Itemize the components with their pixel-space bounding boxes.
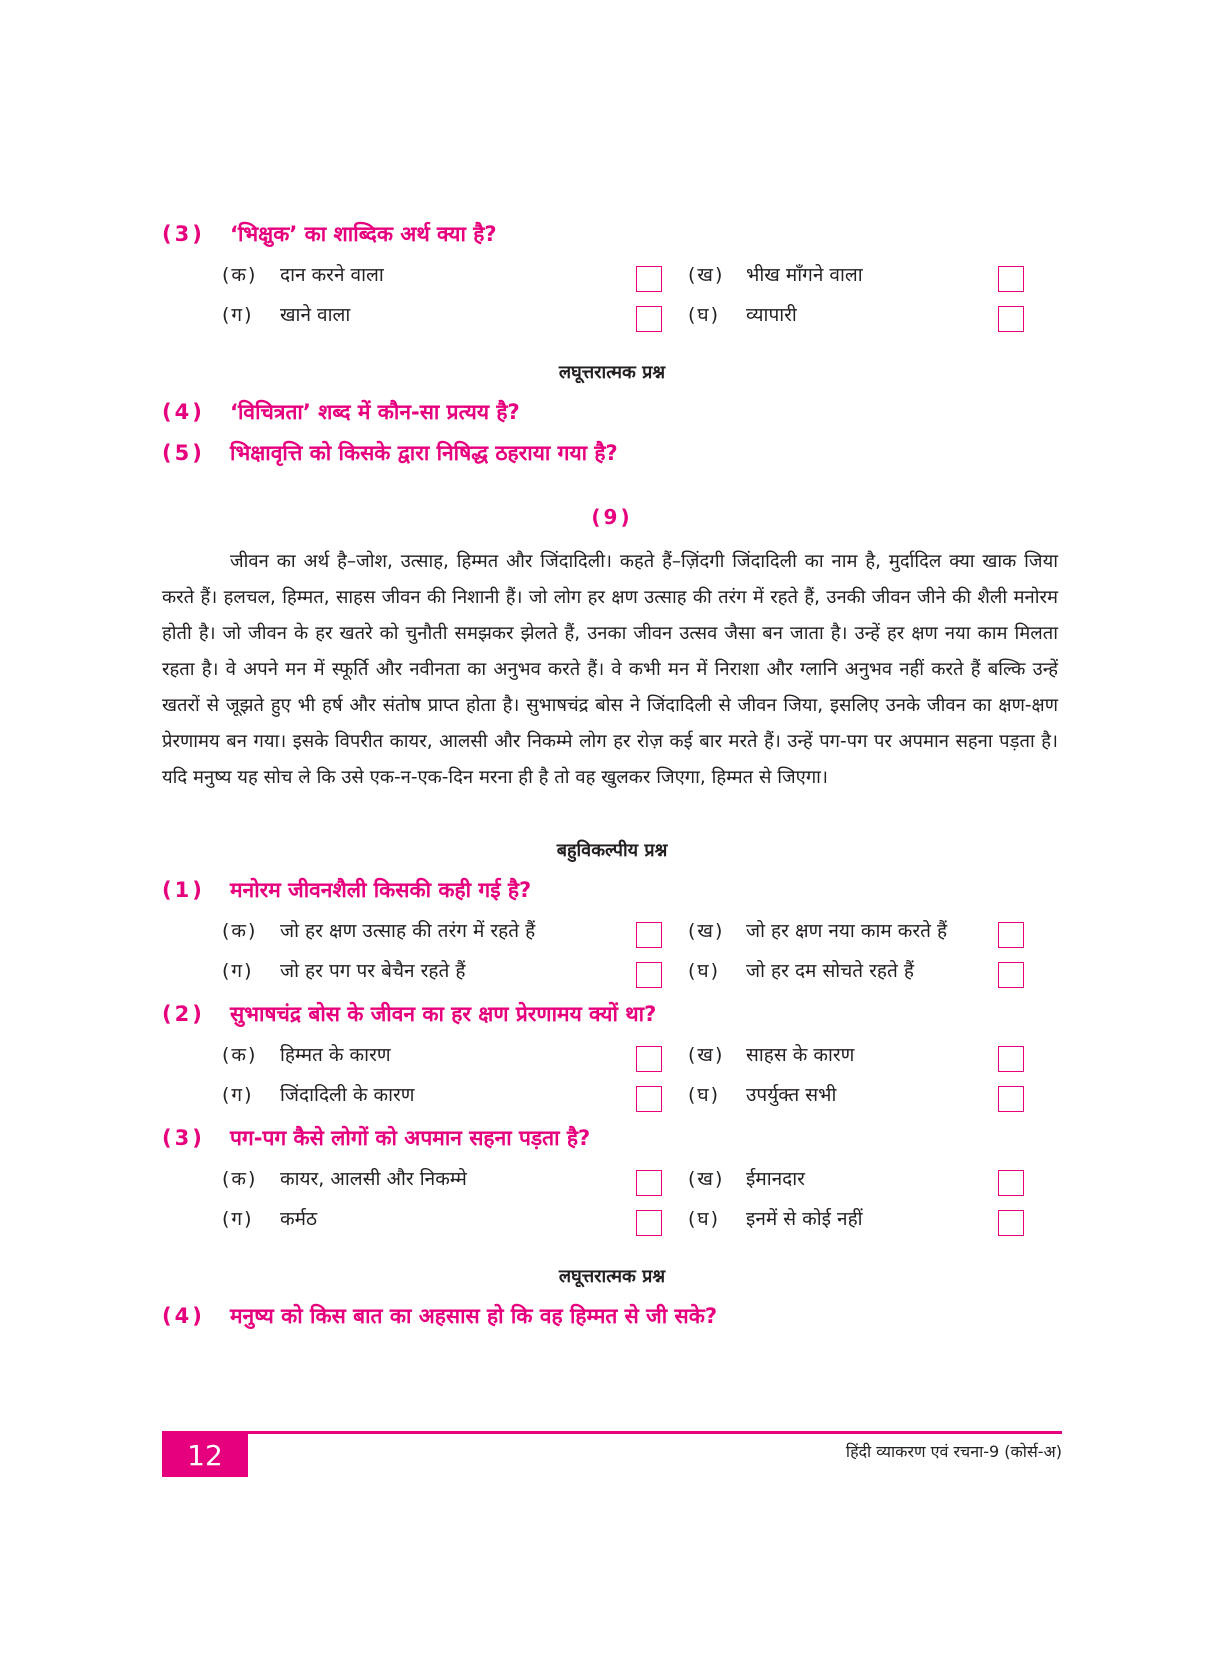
option-label: (क) <box>222 920 258 942</box>
question-number: (4) <box>162 1304 205 1328</box>
question-text: मनोरम जीवनशैली किसकी कही गई है? <box>230 878 532 902</box>
question-text: ‘विचित्रता’ शब्द में कौन-सा प्रत्यय है? <box>230 400 520 424</box>
section-heading-mcq: बहुविकल्पीय प्रश्न <box>556 840 668 861</box>
option-label: (ग) <box>222 304 254 326</box>
option-text: इनमें से कोई नहीं <box>746 1208 863 1230</box>
option-text: ईमानदार <box>746 1168 805 1190</box>
option-ga <box>222 1202 317 1234</box>
option-label: (ग) <box>222 960 254 982</box>
option-label: (ख) <box>688 920 725 942</box>
section-heading-short-answer: लघूत्तरात्मक प्रश्न <box>558 1266 666 1287</box>
question-text: पग-पग कैसे लोगों को अपमान सहना पड़ता है? <box>230 1126 591 1150</box>
answer-checkbox[interactable] <box>636 1210 662 1236</box>
section-heading-short-answer: लघूत्तरात्मक प्रश्न <box>558 362 666 383</box>
option-text: जो हर क्षण नया काम करते हैं <box>746 920 948 942</box>
option-text: कायर, आलसी और निकम्मे <box>280 1168 467 1190</box>
option-text: जो हर क्षण उत्साह की तरंग में रहते हैं <box>280 920 536 942</box>
question-number: (5) <box>162 441 205 465</box>
book-title: हिंदी व्याकरण एवं रचना-9 (कोर्स-अ) <box>845 1442 1062 1461</box>
option-gha <box>688 298 797 330</box>
question-prev-5 <box>162 433 618 473</box>
option-text: कर्मठ <box>280 1208 317 1230</box>
option-ka <box>222 1038 391 1070</box>
question-number: (3) <box>162 222 205 246</box>
option-gha <box>688 954 914 986</box>
option-gha <box>688 1078 836 1110</box>
option-text: जिंदादिली के कारण <box>280 1084 415 1106</box>
answer-checkbox[interactable] <box>998 1170 1024 1196</box>
page-number-box <box>162 1433 248 1477</box>
option-text: दान करने वाला <box>280 264 384 286</box>
option-label: (घ) <box>688 960 721 982</box>
page-number: 12 <box>187 1438 223 1472</box>
question-prev-3 <box>162 214 497 254</box>
question-2 <box>162 994 656 1034</box>
option-ga <box>222 954 465 986</box>
answer-checkbox[interactable] <box>998 962 1024 988</box>
answer-checkbox[interactable] <box>636 1086 662 1112</box>
option-text: व्यापारी <box>746 304 797 326</box>
option-kha <box>688 1038 854 1070</box>
option-gha <box>688 1202 863 1234</box>
answer-checkbox[interactable] <box>636 266 662 292</box>
option-kha <box>688 258 863 290</box>
question-number: (4) <box>162 400 205 424</box>
option-ka <box>222 1162 467 1194</box>
answer-checkbox[interactable] <box>998 922 1024 948</box>
option-text: उपर्युक्त सभी <box>746 1084 837 1106</box>
footer-divider <box>162 1431 1062 1434</box>
option-text: जो हर पग पर बेचैन रहते हैं <box>280 960 466 982</box>
option-label: (घ) <box>688 1084 721 1106</box>
question-prev-4 <box>162 392 520 432</box>
option-label: (क) <box>222 264 258 286</box>
question-text: सुभाषचंद्र बोस के जीवन का हर क्षण प्रेरणामय क्यों था? <box>230 1002 657 1026</box>
option-label: (ग) <box>222 1084 254 1106</box>
option-ka <box>222 258 384 290</box>
answer-checkbox[interactable] <box>998 1210 1024 1236</box>
passage-number: (9) <box>591 505 633 529</box>
answer-checkbox[interactable] <box>636 922 662 948</box>
option-text: साहस के कारण <box>746 1044 855 1066</box>
option-label: (ख) <box>688 1168 725 1190</box>
option-text: जो हर दम सोचते रहते हैं <box>746 960 914 982</box>
option-label: (क) <box>222 1044 258 1066</box>
option-label: (ख) <box>688 264 725 286</box>
option-text: भीख माँगने वाला <box>746 264 863 286</box>
answer-checkbox[interactable] <box>998 1086 1024 1112</box>
answer-checkbox[interactable] <box>998 306 1024 332</box>
answer-checkbox[interactable] <box>998 1046 1024 1072</box>
option-kha <box>688 914 947 946</box>
answer-checkbox[interactable] <box>998 266 1024 292</box>
question-text: भिक्षावृत्ति को किसके द्वारा निषिद्ध ठहराया गया है? <box>230 441 618 465</box>
option-label: (ग) <box>222 1208 254 1230</box>
option-kha <box>688 1162 805 1194</box>
passage-text: जीवन का अर्थ है–जोश, उत्साह, हिम्मत और जिंदादिली। कहते हैं–ज़िंदगी जिंदादिली का नाम है, मुर्दादिल क्या खाक जिया करते हैं। हलचल, हिम्मत, साहस जीवन की निशानी हैं। जो लोग हर क्षण उत्साह की तरंग में रहते हैं, उनकी जीवन जीने की शैली मनोरम होती है। जो जीवन के हर खतरे को चुनौती समझकर झेलते हैं, उनका जीवन उत्सव जैसा बन जाता है। उन्हें हर क्षण नया काम मिलता रहता है। वे अपने मन में स्फूर्ति और नवीनता का अनुभव करते हैं। वे कभी मन में निराशा और ग्लानि अनुभव नहीं करते हैं बल्कि उन्हें खतरों से जूझते हुए भी हर्ष और संतोष प्राप्त होता है। सुभाषचंद्र बोस ने जिंदादिली से जीवन जिया, इसलिए उनके जीवन का क्षण-क्षण प्रेरणामय बन गया। इसके विपरीत कायर, आलसी और निकम्मे लोग हर रोज़ कई बार मरते हैं। उन्हें पग-पग पर अपमान सहना पड़ता है। यदि मनुष्य यह सोच ले कि उसे एक-न-एक-दिन मरना ही है तो वह खुलकर जिएगा, हिम्मत से जिएगा। <box>162 551 1058 788</box>
option-label: (क) <box>222 1168 258 1190</box>
question-number: (3) <box>162 1126 205 1150</box>
question-4 <box>162 1296 717 1336</box>
answer-checkbox[interactable] <box>636 1170 662 1196</box>
option-text: खाने वाला <box>280 304 351 326</box>
option-ga <box>222 1078 415 1110</box>
question-number: (1) <box>162 878 205 902</box>
option-ga <box>222 298 350 330</box>
option-text: हिम्मत के कारण <box>280 1044 391 1066</box>
answer-checkbox[interactable] <box>636 962 662 988</box>
option-label: (घ) <box>688 1208 721 1230</box>
option-label: (ख) <box>688 1044 725 1066</box>
question-3 <box>162 1118 590 1158</box>
question-number: (2) <box>162 1002 205 1026</box>
question-text: ‘भिक्षुक’ का शाब्दिक अर्थ क्या है? <box>230 222 497 246</box>
option-ka <box>222 914 535 946</box>
answer-checkbox[interactable] <box>636 1046 662 1072</box>
question-1 <box>162 870 531 910</box>
option-label: (घ) <box>688 304 721 326</box>
answer-checkbox[interactable] <box>636 306 662 332</box>
question-text: मनुष्य को किस बात का अहसास हो कि वह हिम्मत से जी सके? <box>230 1304 718 1328</box>
